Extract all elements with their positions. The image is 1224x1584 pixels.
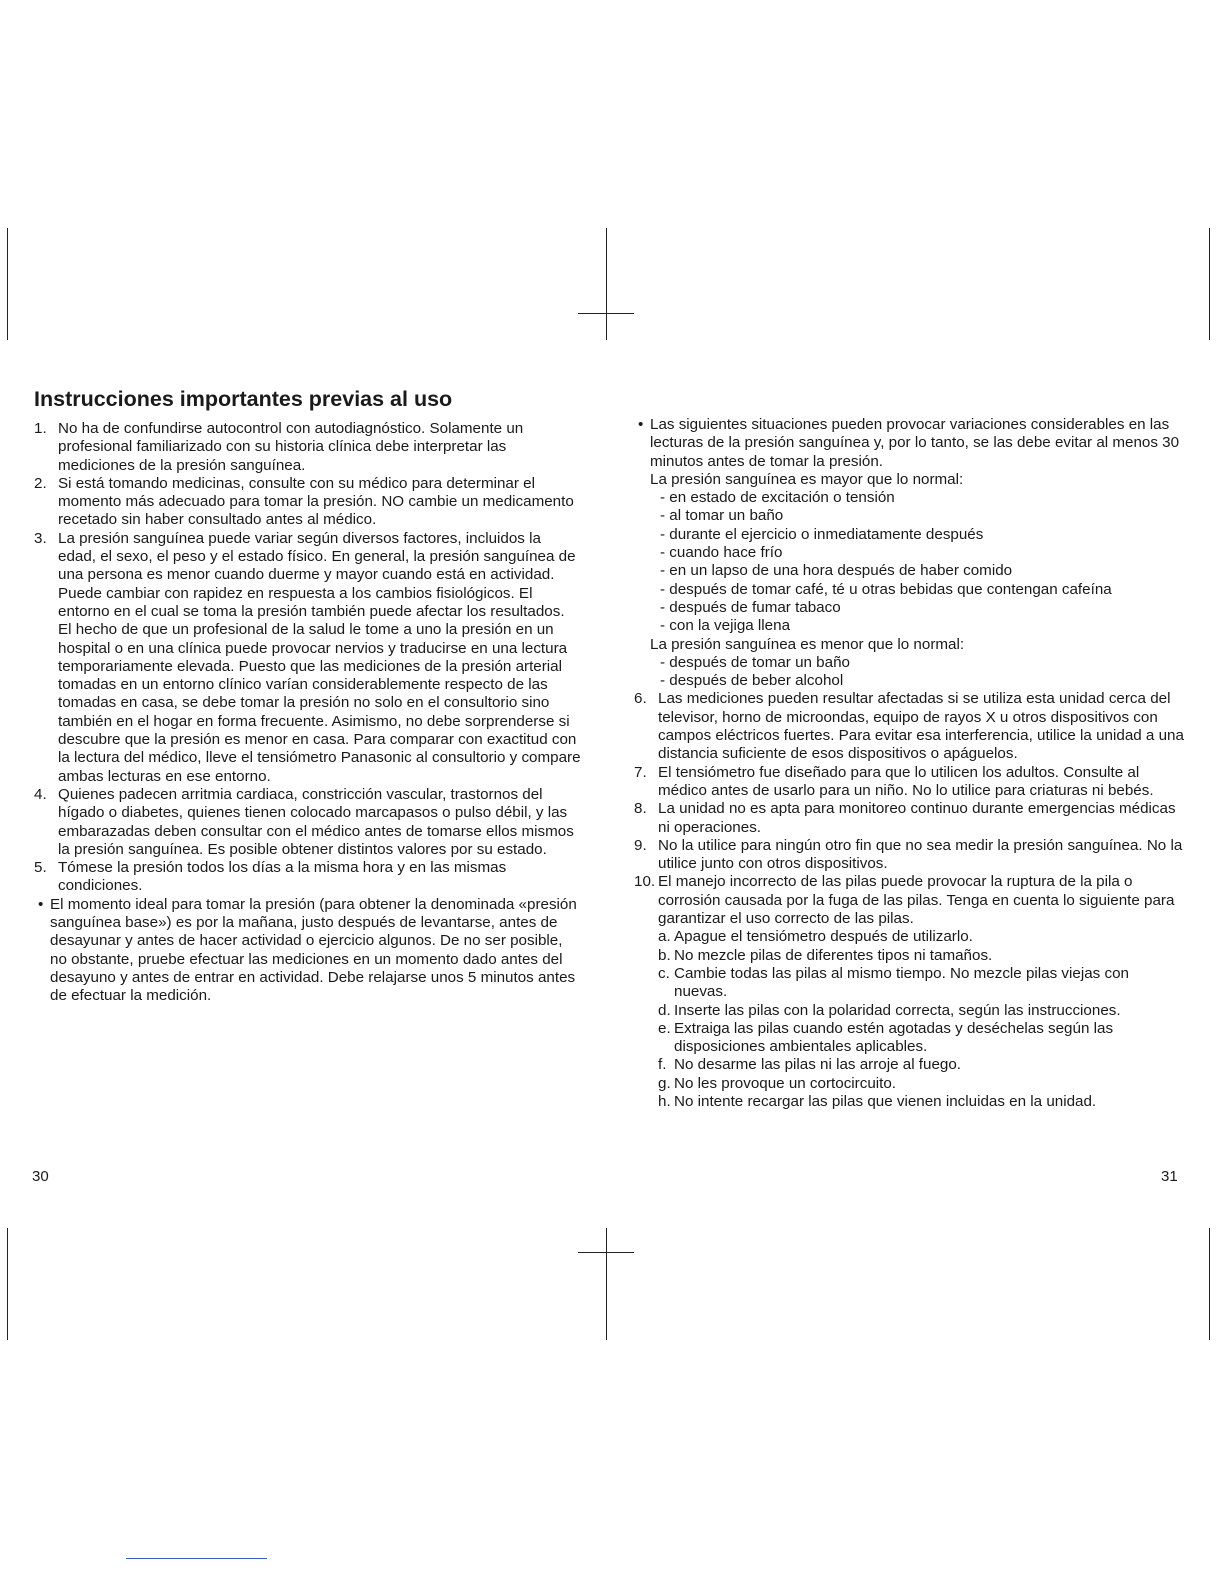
item-text: El tensiómetro fue diseñado para que lo utilicen los adultos. Consulte al médico antes de usarlo para un niño. No lo utilice para criaturas ni bebés. (658, 763, 1154, 799)
lower-pressure-list (634, 654, 1186, 691)
item-number: 1. (34, 420, 47, 437)
instruction-item-3 (34, 530, 582, 786)
item-number: 8. (634, 800, 647, 818)
instruction-item-4 (34, 786, 582, 859)
instruction-list-left (34, 420, 582, 1006)
item-text: No desarme las pilas ni las arroje al fuego. (674, 1056, 962, 1074)
crop-mark-bottom-center-horizontal (578, 1252, 634, 1253)
item-text: La presión sanguínea puede variar según diversos factores, incluidos la edad, el sexo, el peso y el estado físico. En general, la presión sanguínea de una persona es menor cuando duerme y mayor cuando está en actividad. Puede cambiar con rapidez en respuesta a los cambios fisiológicos. El entorno en el cual se toma la presión también puede afectar los resultados. El hecho de que un profesional de la salud le tome a uno la presión en un hospital o en una clínica puede provocar nervios y traducirse en una lectura temporariamente elevada. Puesto que las mediciones de la presión arterial tomadas en un entorno clínico varían considerablemente respecto de las tomadas en casa, se debe tomar la presión no solo en el consultorio sino también en el hogar en forma frecuente. Asimismo, no debe sorprenderse si descubre que la presión es menor en casa. Para comparar con exactitud con la lectura del médico, lleve el tensiómetro Panasonic al consultorio y compare ambas lecturas en ese entorno. (58, 529, 581, 785)
item-text: Extraiga las pilas cuando estén agotadas y deséchelas según las disposiciones ambientales aplicables. (674, 1019, 1114, 1056)
item-letter: f. (658, 1056, 667, 1074)
item-text: Las mediciones pueden resultar afectadas si se utiliza esta unidad cerca del televisor, horno de microondas, equipo de rayos X u otros dispositivos con campos eléctricos fuertes. Para evitar esa interferencia, utilice la unidad a una distancia suficiente de esos dispositivos o apáguelos. (658, 690, 1184, 763)
item-text: Inserte las pilas con la polaridad correcta, según las instrucciones. (674, 1001, 1121, 1019)
battery-item (634, 1075, 1186, 1093)
bullet-icon: • (638, 416, 644, 433)
instruction-item-1 (34, 420, 582, 475)
crop-mark-top-center-vertical (606, 228, 607, 340)
item-text: No intente recargar las pilas que vienen incluidas en la unidad. (674, 1092, 1097, 1110)
footer-link-underline (126, 1558, 267, 1559)
item-number: 4. (34, 785, 47, 803)
bullet-text: El momento ideal para tomar la presión (para obtener la denominada «presión sanguínea base») es por la mañana, justo después de levantarse, antes de desayunar y antes de hacer actividad o ejercicio algunos. De no ser posible, no obstante, pruebe efectuar las mediciones en un momento dado antes del desayuno y antes de entrar en actividad. Debe relajarse unos 5 minutos antes de efectuar la medición. (50, 895, 577, 1005)
list-item: - con la vejiga llena (660, 617, 791, 635)
instruction-item-10 (634, 873, 1186, 928)
item-text: La unidad no es apta para monitoreo continuo durante emergencias médicas ni operaciones. (658, 800, 1176, 836)
list-item: - durante el ejercicio o inmediatamente después (660, 525, 984, 543)
list-item: - en un lapso de una hora después de haber comido (660, 562, 1013, 580)
item-letter: e. (658, 1019, 671, 1037)
instruction-item-7 (634, 764, 1186, 801)
left-page-column (34, 386, 582, 1006)
list-item: - en estado de excitación o tensión (660, 489, 895, 507)
item-number: 10. (634, 873, 656, 891)
higher-pressure-list (634, 489, 1186, 635)
item-text: Si está tomando medicinas, consulte con su médico para determinar el momento más adecuado para tomar la presión. NO cambie un medicamento recetado sin haber consultado antes al médico. (58, 474, 574, 529)
variation-note (634, 416, 1186, 471)
list-item: - después de fumar tabaco (660, 598, 841, 616)
page-number-right: 31 (1161, 1168, 1178, 1185)
item-text: Tómese la presión todos los días a la misma hora y en las mismas condiciones. (58, 859, 507, 895)
battery-item (634, 947, 1186, 965)
lower-pressure-heading: La presión sanguínea es menor que lo normal: (650, 635, 965, 653)
bullet-text: Las siguientes situaciones pueden provocar variaciones considerables en las lecturas de la presión sanguínea y, por lo tanto, se las debe evitar al menos 30 minutos antes de tomar la presión. (650, 416, 1180, 470)
page-title: Instrucciones importantes previas al uso (34, 387, 453, 411)
list-item: - después de beber alcohol (660, 672, 844, 690)
battery-list (634, 928, 1186, 1111)
battery-item (634, 1093, 1186, 1111)
battery-item (634, 928, 1186, 946)
list-item: - cuando hace frío (660, 544, 783, 562)
list-item: - al tomar un baño (660, 507, 784, 525)
battery-item (634, 1056, 1186, 1074)
crop-mark-bottom-right (1209, 1228, 1210, 1340)
instruction-item-6 (634, 690, 1186, 763)
instruction-item-9 (634, 837, 1186, 874)
item-letter: d. (658, 1001, 671, 1019)
list-item: - después de tomar un baño (660, 653, 850, 671)
instruction-list-right (634, 690, 1186, 928)
item-text: No la utilice para ningún otro fin que no sea medir la presión sanguínea. No la utilice junto con otros dispositivos. (658, 836, 1183, 873)
item-text: Apague el tensiómetro después de utilizarlo. (674, 928, 973, 946)
item-text: El manejo incorrecto de las pilas puede provocar la ruptura de la pila o corrosión causada por la fuga de las pilas. Tenga en cuenta lo siguiente para garantizar el uso correcto de las pilas. (658, 873, 1175, 928)
item-letter: c. (658, 964, 670, 982)
item-number: 2. (34, 474, 47, 492)
instruction-item-2 (34, 475, 582, 530)
instruction-item-5 (34, 859, 582, 896)
item-letter: a. (658, 928, 671, 946)
battery-item (634, 965, 1186, 1002)
item-number: 7. (634, 763, 647, 781)
item-number: 9. (634, 836, 647, 854)
crop-mark-bottom-center-vertical (606, 1228, 607, 1340)
bullet-icon: • (38, 895, 44, 913)
item-number: 3. (34, 529, 47, 547)
item-letter: b. (658, 946, 671, 964)
crop-mark-top-left (7, 228, 8, 340)
battery-item (634, 1020, 1186, 1057)
item-text: Cambie todas las pilas al mismo tiempo. No mezcle pilas viejas con nuevas. (674, 964, 1129, 1001)
item-text: Quienes padecen arritmia cardiaca, constricción vascular, trastornos del hígado o diabetes, quienes tienen colocado marcapasos o pulso débil, y las embarazadas deben consultar con el médico antes de tomarse ellos mismos la presión sanguínea. Es posible obtener distintos valores por su estado. (58, 785, 574, 858)
battery-item (634, 1002, 1186, 1020)
item-text: No les provoque un cortocircuito. (674, 1074, 897, 1092)
item-text: No ha de confundirse autocontrol con autodiagnóstico. Solamente un profesional familiarizado con su historia clínica debe interpretar las mediciones de la presión sanguínea. (58, 420, 524, 474)
crop-mark-bottom-left (7, 1228, 8, 1340)
crop-mark-top-right (1209, 228, 1210, 340)
item-number: 5. (34, 859, 47, 877)
item-text: No mezcle pilas de diferentes tipos ni tamaños. (674, 946, 993, 964)
ideal-time-note (34, 896, 582, 1006)
item-letter: h. (658, 1092, 671, 1110)
list-item: - después de tomar café, té u otras bebidas que contengan cafeína (660, 580, 1112, 598)
item-letter: g. (658, 1074, 671, 1092)
higher-pressure-heading: La presión sanguínea es mayor que lo normal: (650, 470, 964, 488)
item-number: 6. (634, 690, 647, 708)
right-page-column (634, 416, 1186, 1111)
crop-mark-top-center-horizontal (578, 313, 634, 314)
instruction-item-8 (634, 800, 1186, 837)
page-number-left: 30 (32, 1168, 49, 1185)
